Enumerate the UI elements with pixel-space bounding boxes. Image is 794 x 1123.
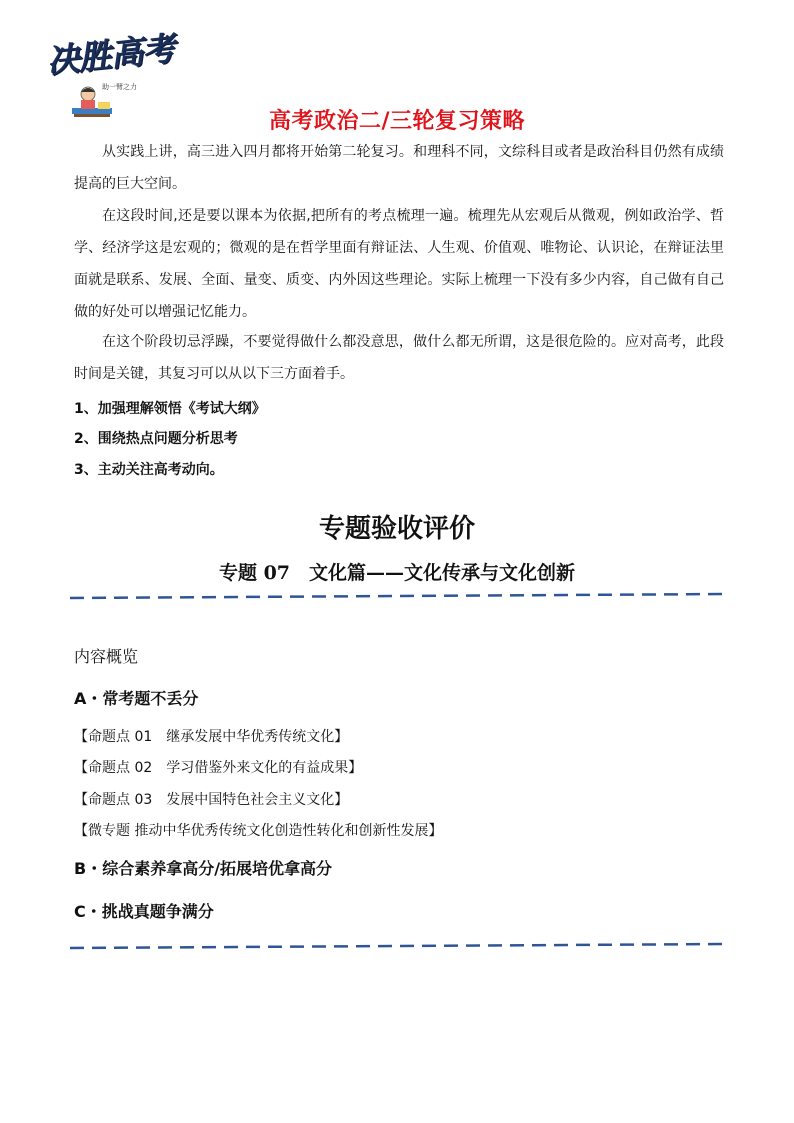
intro-paragraph-2: 在这段时间,还是要以课本为依据,把所有的考点梳理一遍。梳理先从宏观后从微观，例如政治学、哲学、经济学这是宏观的；微观的是在哲学里面有辩证法、人生观、价值观、唯物论、认识论，在辩证法里面就是联系、发展、全面、量变、质变、内外因这些理论。实际上梳理一下没有多少内容，自己做有自己做的好处可以增强记忆能力。 — [74, 208, 724, 320]
section-subtitle: 专题 07 文化篇——文化传承与文化创新 — [218, 562, 576, 584]
section-title: 专题验收评价 — [318, 514, 475, 544]
overview-label: 内容概览 — [74, 647, 139, 666]
strategy-point-2: 2、围绕热点问题分析思考 — [74, 431, 238, 447]
strategy-point-1: 1、加强理解领悟《考试大纲》 — [74, 401, 266, 417]
micro-topic: 【微专题 推动中华优秀传统文化创造性转化和创新性发展】 — [74, 823, 443, 839]
category-c: C・挑战真题争满分 — [74, 902, 214, 921]
logo-brand-text: 决胜高考 — [44, 28, 177, 81]
intro-paragraph-1: 从实践上讲，高三进入四月都将开始第二轮复习。和理科不同，文综科目或者是政治科目仍然有成绩提高的巨大空间。 — [74, 144, 724, 192]
proposition-point: 【命题点 02 学习借鉴外来文化的有益成果】 — [74, 760, 363, 776]
proposition-point: 【命题点 01 继承发展中华优秀传统文化】 — [74, 729, 349, 745]
strategy-point-3: 3、主动关注高考动向。 — [74, 462, 224, 478]
category-a: A・常考题不丢分 — [74, 689, 199, 708]
dashed-divider-bottom — [70, 942, 730, 950]
logo-tagline: 助一臂之力 — [102, 83, 137, 91]
category-b: B・综合素养拿高分/拓展培优拿高分 — [74, 859, 333, 878]
intro-paragraph-3: 在这个阶段切忌浮躁，不要觉得做什么都没意思，做什么都无所谓，这是很危险的。应对高考，此段时间是关键，其复习可以从以下三方面着手。 — [74, 334, 724, 382]
proposition-point: 【命题点 03 发展中国特色社会主义文化】 — [74, 792, 349, 808]
page-title: 高考政治二/三轮复习策略 — [268, 109, 526, 134]
dashed-divider-top — [70, 592, 730, 600]
